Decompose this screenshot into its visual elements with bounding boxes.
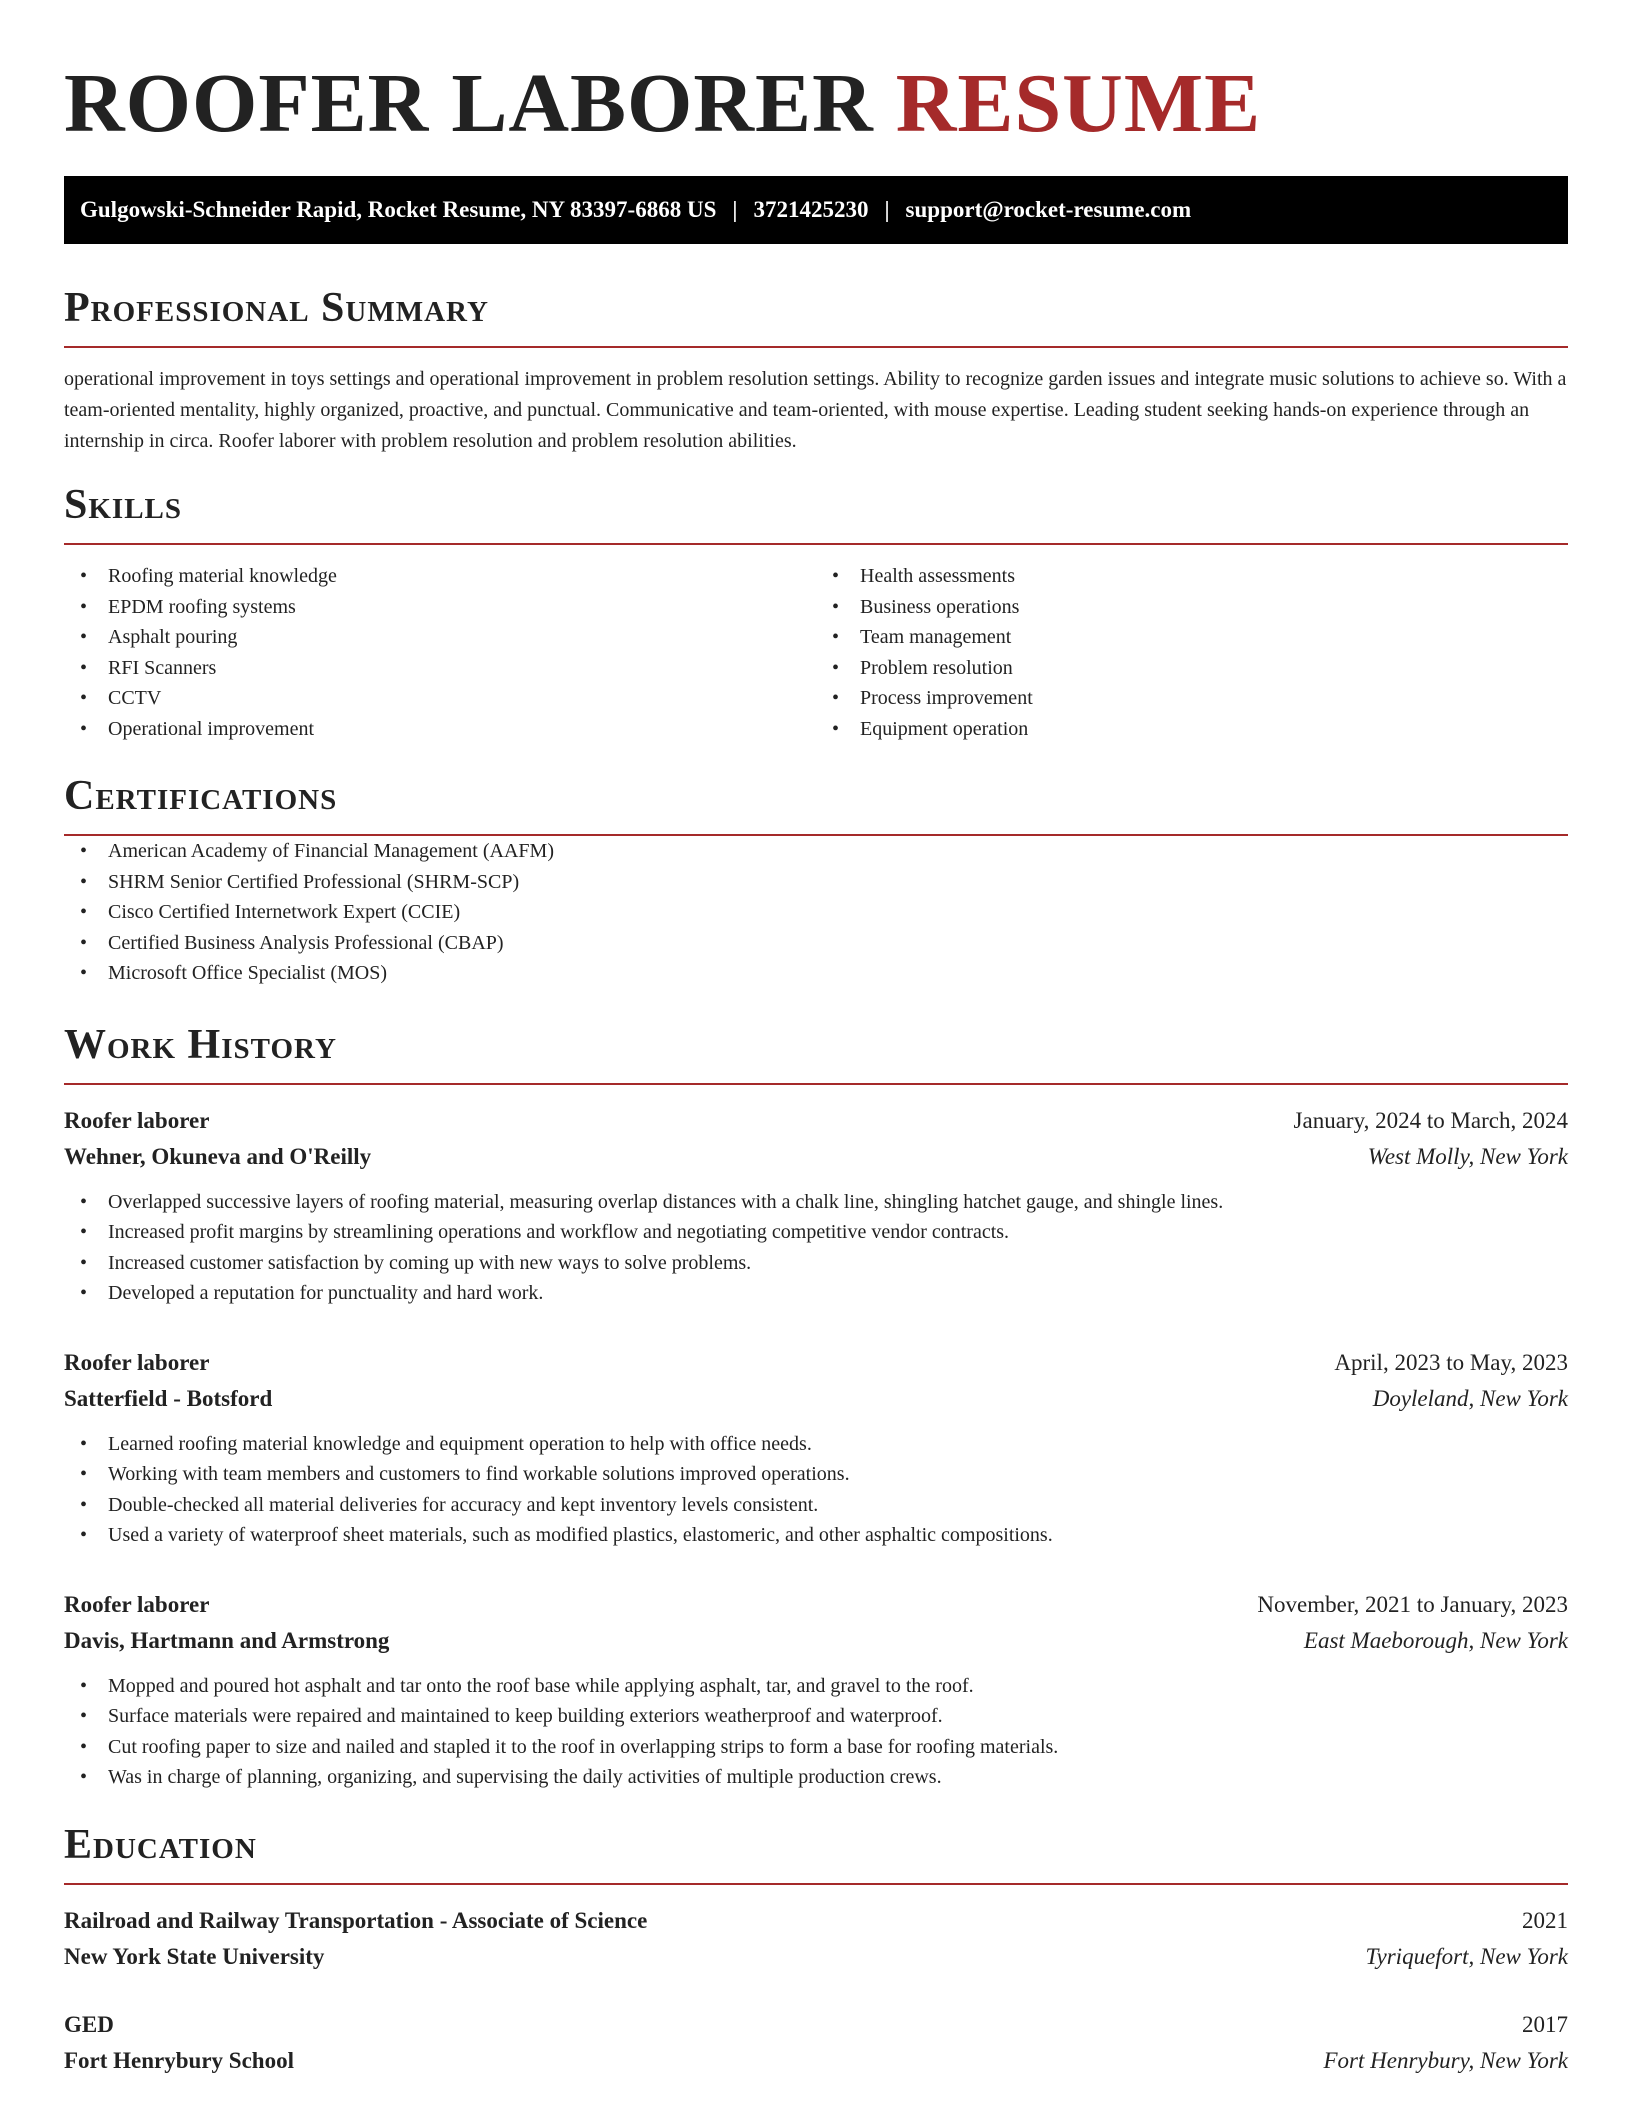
job-bullets [64, 1429, 1568, 1551]
skill-item: • Process improvement [816, 683, 1568, 714]
skill-item: • CCTV [64, 683, 816, 714]
education-entry [64, 2007, 1568, 2079]
education-degree: GED [64, 2011, 114, 2037]
education-year: 2017 [1522, 2011, 1568, 2037]
resume-title-accent: RESUME [895, 57, 1262, 150]
job-title: Roofer laborer [64, 1107, 210, 1133]
skills-grid [64, 561, 1568, 744]
job-title-row [64, 1103, 1568, 1139]
job-bullet: • Double-checked all material deliveries for accuracy and kept inventory levels consistent. [64, 1490, 1568, 1521]
work-history-section [64, 1019, 1568, 1793]
job-bullet: • Increased profit margins by streamlining operations and workflow and negotiating competitive vendor contracts. [64, 1217, 1568, 1248]
job-bullet: • Cut roofing paper to size and nailed and stapled it to the roof in overlapping strips to form a base for roofing materials. [64, 1732, 1568, 1763]
job-bullets [64, 1187, 1568, 1309]
resume-title [64, 0, 1568, 152]
job-bullet: • Increased customer satisfaction by coming up with new ways to solve problems. [64, 1248, 1568, 1279]
education-location: Tyriquefort, New York [1365, 1943, 1568, 1969]
job-company-row [64, 1623, 1568, 1659]
job-entry [64, 1103, 1568, 1309]
job-dates: April, 2023 to May, 2023 [1334, 1349, 1568, 1375]
job-title-row [64, 1587, 1568, 1623]
education-school: New York State University [64, 1943, 325, 1969]
certification-item: • Microsoft Office Specialist (MOS) [64, 958, 1568, 989]
education-school-row [64, 2043, 1568, 2079]
certification-item: • Cisco Certified Internetwork Expert (CCIE) [64, 897, 1568, 928]
job-dates: January, 2024 to March, 2024 [1293, 1107, 1568, 1133]
job-bullet: • Developed a reputation for punctuality and hard work. [64, 1278, 1568, 1309]
job-location: Doyleland, New York [1372, 1385, 1568, 1411]
education-degree-row [64, 1903, 1568, 1939]
certifications-section [64, 770, 1568, 989]
skills-list-right [816, 561, 1568, 744]
job-location: East Maeborough, New York [1303, 1627, 1568, 1653]
skill-item: • EPDM roofing systems [64, 592, 816, 623]
skills-heading: Skills [64, 479, 1568, 545]
skill-item: • Team management [816, 622, 1568, 653]
job-company-row [64, 1381, 1568, 1417]
job-bullet: • Overlapped successive layers of roofing material, measuring overlap distances with a chalk line, shingling hatchet gauge, and shingle lines. [64, 1187, 1568, 1218]
education-entry [64, 1903, 1568, 1975]
contact-address: Gulgowski-Schneider Rapid, Rocket Resume, NY 83397-6868 US [80, 197, 717, 222]
job-bullet: • Surface materials were repaired and maintained to keep building exteriors weatherproof and waterproof. [64, 1701, 1568, 1732]
contact-separator: | [732, 197, 738, 222]
certification-item: • SHRM Senior Certified Professional (SHRM-SCP) [64, 867, 1568, 898]
education-degree: Railroad and Railway Transportation - Associate of Science [64, 1907, 648, 1933]
certification-item: • American Academy of Financial Management (AAFM) [64, 836, 1568, 867]
work-history-heading: Work History [64, 1019, 1568, 1085]
job-dates: November, 2021 to January, 2023 [1257, 1591, 1568, 1617]
education-section [64, 1819, 1568, 2079]
resume-title-main: ROOFER LABORER [64, 57, 874, 150]
certification-item: • Certified Business Analysis Professional (CBAP) [64, 928, 1568, 959]
job-company: Wehner, Okuneva and O'Reilly [64, 1143, 372, 1169]
job-company: Satterfield - Botsford [64, 1385, 273, 1411]
education-year: 2021 [1522, 1907, 1568, 1933]
job-bullet: • Learned roofing material knowledge and equipment operation to help with office needs. [64, 1429, 1568, 1460]
education-school-row [64, 1939, 1568, 1975]
job-location: West Molly, New York [1367, 1143, 1568, 1169]
job-bullets [64, 1671, 1568, 1793]
job-bullet: • Was in charge of planning, organizing, and supervising the daily activities of multiple production crews. [64, 1762, 1568, 1793]
job-entry [64, 1587, 1568, 1793]
certifications-list [64, 836, 1568, 989]
skills-list-left [64, 561, 816, 744]
contact-bar [64, 176, 1568, 244]
job-bullet: • Used a variety of waterproof sheet materials, such as modified plastics, elastomeric, and other asphaltic compositions. [64, 1520, 1568, 1551]
skill-item: • Equipment operation [816, 714, 1568, 745]
education-location: Fort Henrybury, New York [1323, 2047, 1568, 2073]
summary-text: operational improvement in toys settings and operational improvement in problem resolution settings. Ability to recognize garden issues and integrate music solutions to achieve so. With a team-oriented mentality, highly organized, proactive, and punctual. Communicative and team-oriented, with mouse expertise. Leading student seeking hands-on experience through an internship in circa. Roofer laborer with problem resolution and problem resolution abilities. [64, 368, 1567, 452]
contact-separator: | [884, 197, 890, 222]
education-degree-row [64, 2007, 1568, 2043]
contact-phone: 3721425230 [753, 197, 869, 222]
job-title: Roofer laborer [64, 1591, 210, 1617]
summary-heading: Professional Summary [64, 282, 1568, 348]
skill-item: • Asphalt pouring [64, 622, 816, 653]
contact-email: support@rocket-resume.com [905, 197, 1192, 222]
skill-item: • Problem resolution [816, 653, 1568, 684]
skills-section [64, 479, 1568, 744]
job-title: Roofer laborer [64, 1349, 210, 1375]
job-bullet: • Working with team members and customers to find workable solutions improved operations. [64, 1459, 1568, 1490]
skill-item: • Health assessments [816, 561, 1568, 592]
job-title-row [64, 1345, 1568, 1381]
summary-section [64, 282, 1568, 457]
skill-item: • Roofing material knowledge [64, 561, 816, 592]
job-company: Davis, Hartmann and Armstrong [64, 1627, 390, 1653]
job-entry [64, 1345, 1568, 1551]
skill-item: • RFI Scanners [64, 653, 816, 684]
skill-item: • Business operations [816, 592, 1568, 623]
job-bullet: • Mopped and poured hot asphalt and tar onto the roof base while applying asphalt, tar, and gravel to the roof. [64, 1671, 1568, 1702]
job-company-row [64, 1139, 1568, 1175]
skill-item: • Operational improvement [64, 714, 816, 745]
education-school: Fort Henrybury School [64, 2047, 294, 2073]
education-heading: Education [64, 1819, 1568, 1885]
certifications-heading: Certifications [64, 770, 1568, 836]
